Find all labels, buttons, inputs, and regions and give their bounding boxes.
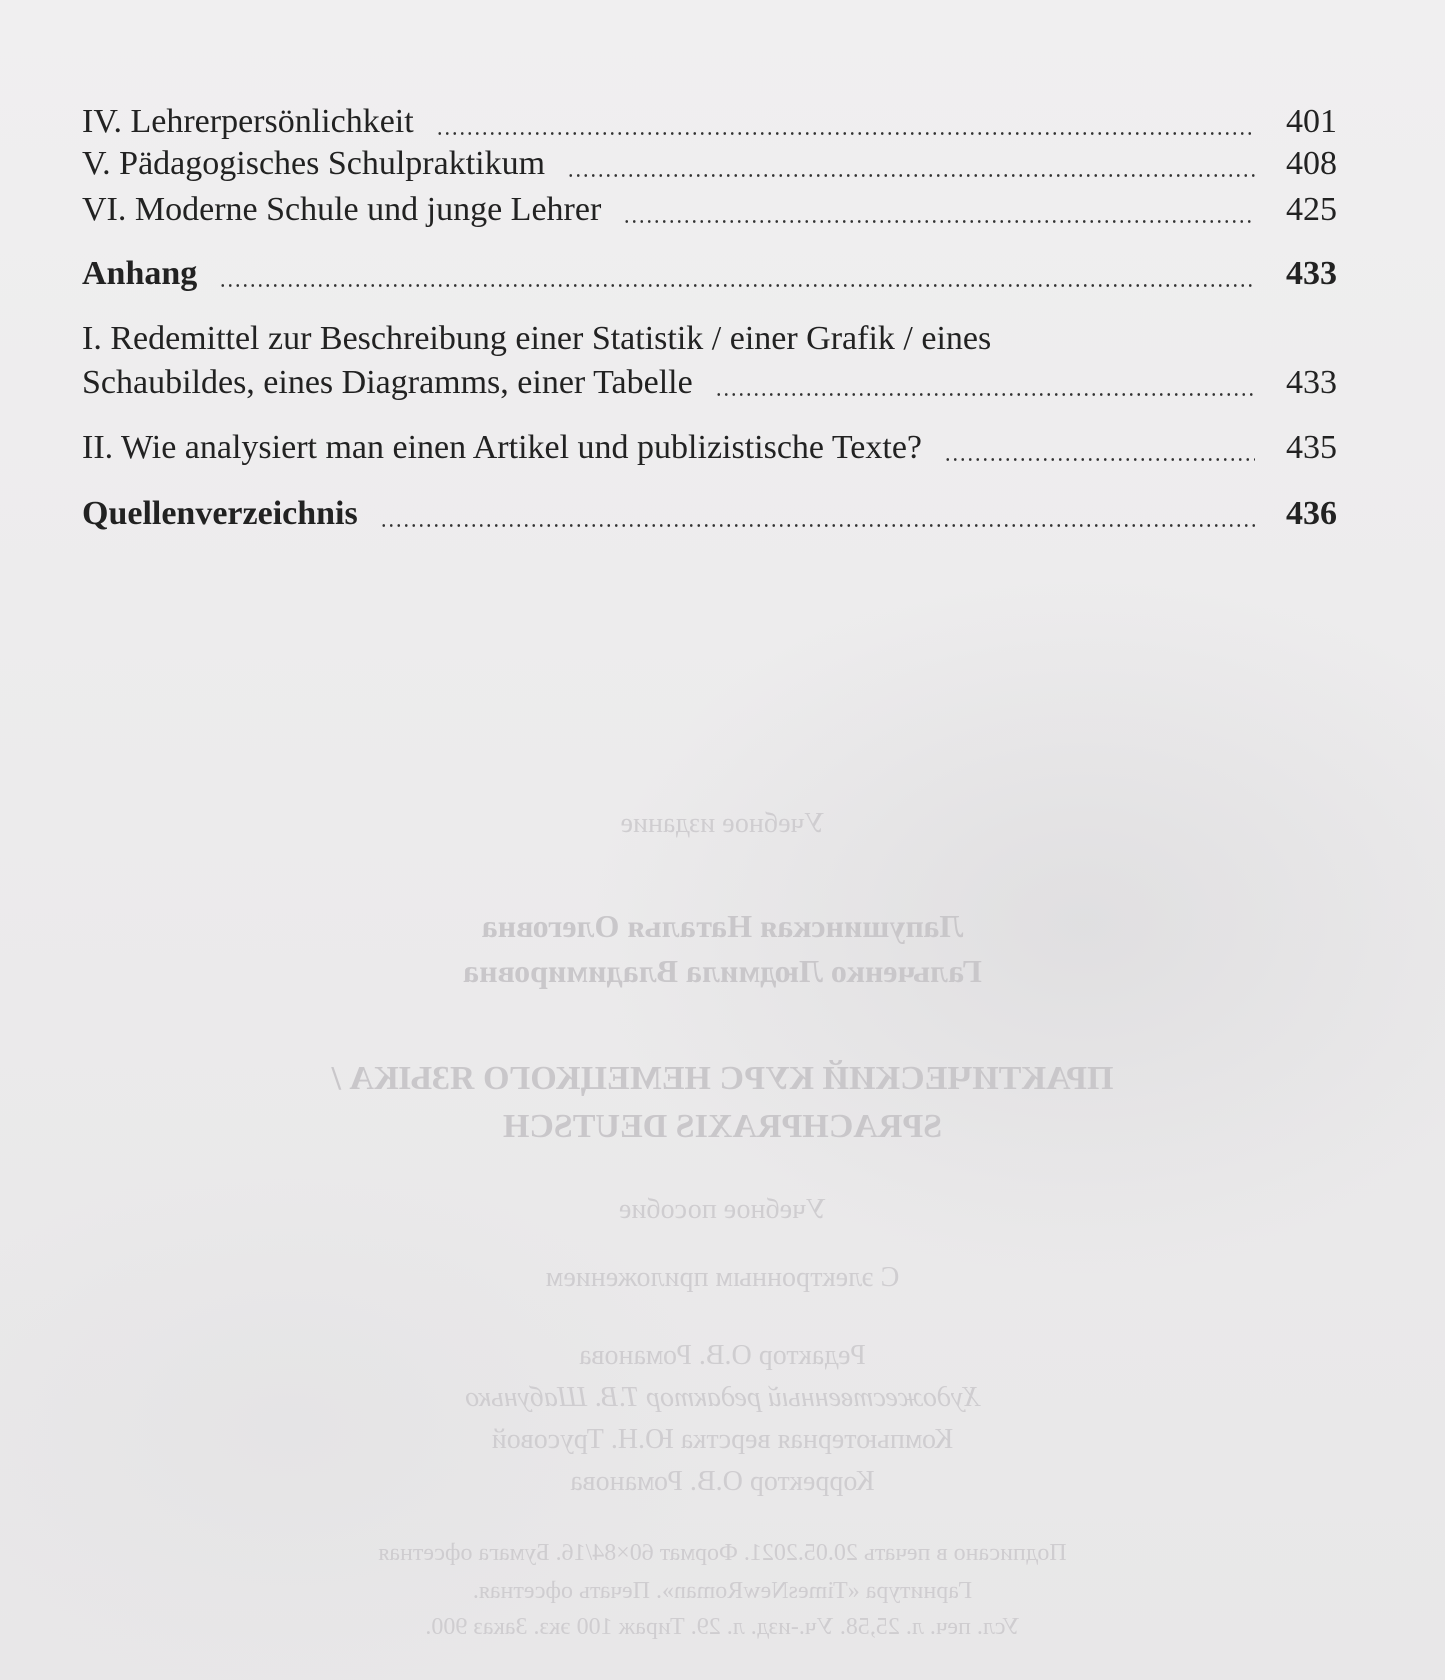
toc-entry-title: V. Pädagogisches Schulpraktikum <box>82 145 546 182</box>
toc-entry-title: Schaubildes, eines Diagramms, einer Tabelle <box>82 364 693 401</box>
ghost-credit-4: Корректор О.В. Романова <box>570 1466 875 1497</box>
toc-page-number: 436 <box>1286 495 1337 532</box>
ghost-credit-3: Компьютерная верстка Ю.Н. Трусовой <box>491 1424 954 1455</box>
toc-page-number: 408 <box>1286 145 1337 182</box>
toc-leader-dots <box>567 167 1255 177</box>
toc-entry-moderne-schule <box>82 188 1337 232</box>
ghost-imprint-2: Гарнитура «TimesNewRoman». Печать офсетная. <box>472 1578 973 1604</box>
toc-entry-title: Anhang <box>82 255 198 292</box>
toc-entry-title: IV. Lehrerpersönlichkeit <box>82 103 414 140</box>
toc-page-number: 435 <box>1286 429 1337 466</box>
ghost-appendix-note: С электронным приложением <box>545 1262 900 1293</box>
toc-leader-dots <box>436 125 1255 135</box>
toc-leader-dots <box>944 451 1255 461</box>
toc-entry-title: Quellenverzeichnis <box>82 495 358 532</box>
ghost-author-1: Лапушинская Наталья Олеговна <box>481 908 964 944</box>
ghost-author-2: Гальченко Людмила Владимировна <box>463 953 982 989</box>
ghost-credit-2: Художественный редактор Т.В. Шабунько <box>465 1382 980 1413</box>
toc-entry-lehrerpersoenlichkeit <box>82 100 1337 144</box>
ghost-credit-1: Редактор О.В. Романова <box>579 1340 866 1371</box>
ghost-book-title-2: SPRACHPRAXIS DEUTSCH <box>502 1108 943 1145</box>
toc-page-number: 401 <box>1286 103 1337 140</box>
ghost-imprint-1: Подписано в печать 20.05.2021. Формат 60×84/16. Бумага офсетная <box>378 1540 1067 1566</box>
toc-page-number: 425 <box>1286 191 1337 228</box>
toc-entry-schulpraktikum <box>82 142 1337 186</box>
ghost-book-subtitle: Учебное пособие <box>618 1194 827 1225</box>
toc-entry-redemittel <box>82 361 1337 405</box>
ghost-imprint-3: Усл. печ. л. 25,58. Уч.-изд. л. 29. Тираж 100 экз. Заказ 900. <box>425 1614 1020 1640</box>
toc-page-number: 433 <box>1286 364 1337 401</box>
ghost-book-title-1: ПРАКТИЧЕСКИЙ КУРС НЕМЕЦКОГО ЯЗЫКА / <box>331 1060 1114 1097</box>
toc-entry-redemittel-line1: I. Redemittel zur Beschreibung einer Statistik / einer Grafik / eines <box>82 320 992 357</box>
toc-leader-dots <box>219 277 1255 287</box>
toc-entry-anhang <box>82 252 1337 296</box>
toc-leader-dots <box>380 517 1255 527</box>
toc-entry-title: VI. Moderne Schule und junge Lehrer <box>82 191 602 228</box>
toc-page-number: 433 <box>1286 255 1337 292</box>
toc-entry-quellenverzeichnis <box>82 492 1337 536</box>
toc-leader-dots <box>623 213 1255 223</box>
ghost-edition-type: Учебное издание <box>620 808 825 839</box>
toc-entry-title: II. Wie analysiert man einen Artikel und publizistische Texte? <box>82 429 923 466</box>
toc-entry-artikel-analyse <box>82 426 1337 470</box>
toc-leader-dots <box>715 386 1255 396</box>
